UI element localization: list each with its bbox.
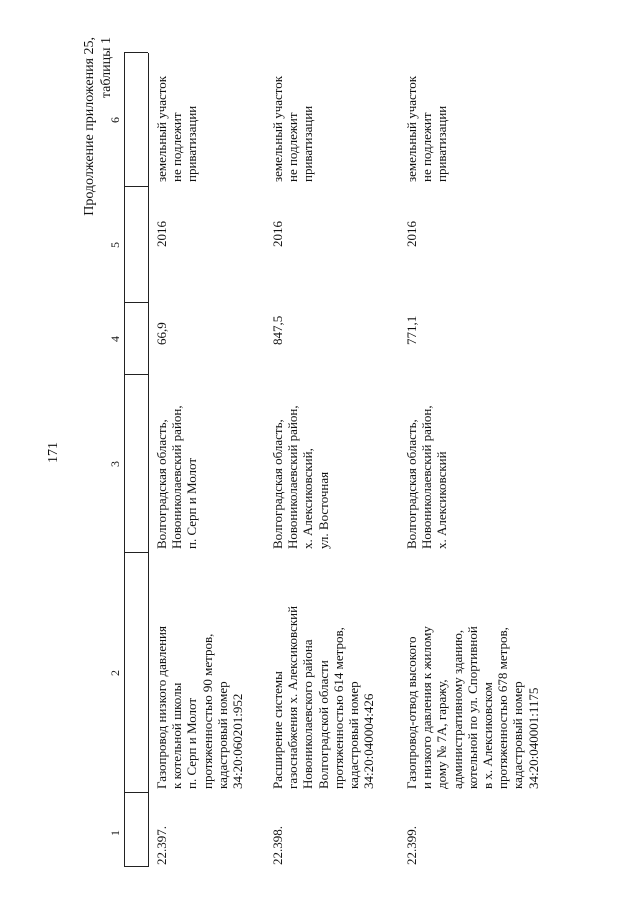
column-number-6: 6 xyxy=(108,117,122,123)
page-number: 171 xyxy=(46,442,61,463)
caption-line-2: таблицы 1 xyxy=(99,37,114,99)
row-note: земельный участок не подлежит приватизации xyxy=(404,75,450,182)
row-value: 847,5 xyxy=(270,315,285,345)
row-note: земельный участок не подлежит приватизации xyxy=(270,75,316,182)
row-description: Расширение системы газоснабжения х. Алексиковский Новониколаевского района Волгоградской области протяженностью 614 метров, кадастровый номер 34:20:040004:426 xyxy=(270,605,377,789)
column-number-5: 5 xyxy=(108,242,122,248)
column-number-2: 2 xyxy=(108,670,122,676)
row-index: 22.399. xyxy=(404,826,419,865)
table-top-border xyxy=(124,53,125,867)
column-divider-2 xyxy=(124,792,148,793)
column-number-4: 4 xyxy=(108,336,122,342)
row-note: земельный участок не подлежит приватизации xyxy=(154,75,200,182)
row-location: Волгоградская область, Новониколаевский район, х. Алексиковский xyxy=(404,405,450,549)
column-number-1: 1 xyxy=(108,830,122,836)
row-description: Газопровод низкого давления к котельной школы п. Серп и Молот протяженностью 90 метров, кадастровый номер 34:20:060201:952 xyxy=(154,626,246,789)
caption-line-1: Продолжение приложения 25, xyxy=(82,37,97,216)
column-divider-1 xyxy=(124,866,148,867)
row-index: 22.398. xyxy=(270,826,285,865)
column-divider-4 xyxy=(124,374,148,375)
row-description: Газопровод-отвод высокого и низкого давления к жилому дому № 7А, гаражу, административному зданию, котельной по ул. Спортивной в х. Алексиковском протяженностью 678 метров, кадастровый номер 34:20:040001:1175 xyxy=(404,626,541,789)
row-value: 66,9 xyxy=(154,322,169,345)
column-divider-7 xyxy=(124,52,148,53)
row-location: Волгоградская область, Новониколаевский район, х. Алексиковский, ул. Восточная xyxy=(270,405,331,549)
row-value: 771,1 xyxy=(404,315,419,345)
column-divider-5 xyxy=(124,302,148,303)
column-number-3: 3 xyxy=(108,461,122,467)
row-year: 2016 xyxy=(404,221,419,247)
table-header-bottom-border xyxy=(148,53,149,867)
row-year: 2016 xyxy=(270,221,285,247)
column-divider-6 xyxy=(124,186,148,187)
row-location: Волгоградская область, Новониколаевский район, п. Серп и Молот xyxy=(154,405,200,549)
column-divider-3 xyxy=(124,552,148,553)
row-year: 2016 xyxy=(154,221,169,247)
row-index: 22.397. xyxy=(154,826,169,865)
